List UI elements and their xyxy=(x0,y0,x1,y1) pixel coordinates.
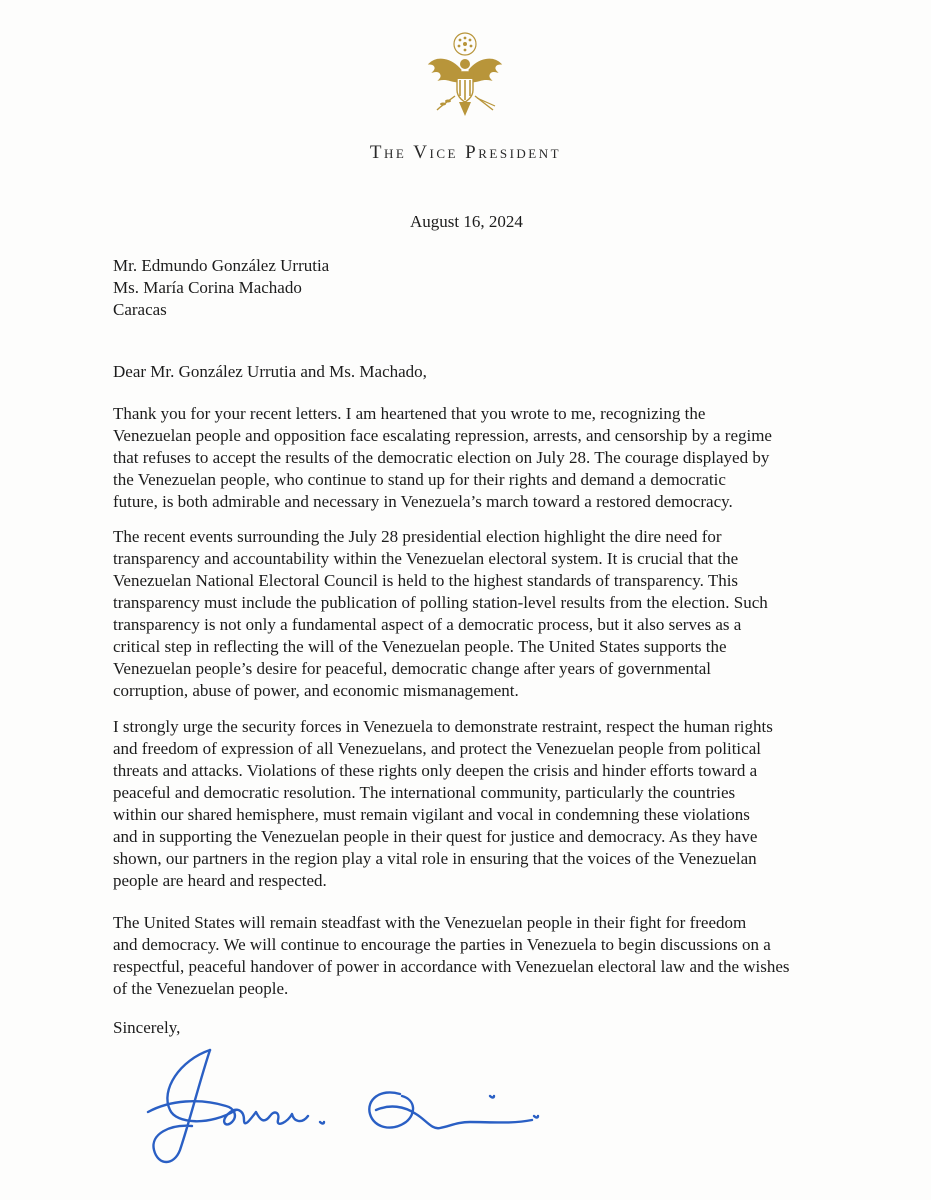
paragraph-line: shown, our partners in the region play a vital role in ensuring that the voices of the Venezuelan xyxy=(113,849,757,868)
paragraph-line: The United States will remain steadfast with the Venezuelan people in their fight for freedom xyxy=(113,913,747,932)
paragraph-line: Venezuelan people’s desire for peaceful, democratic change after years of governmental xyxy=(113,659,712,678)
paragraph-line: within our shared hemisphere, must remain vigilant and vocal in condemning these violations xyxy=(113,805,750,824)
addressee-line: Mr. Edmundo González Urrutia xyxy=(113,256,330,275)
paragraph-line: respectful, peaceful handover of power in accordance with Venezuelan electoral law and the wishes xyxy=(113,957,790,976)
salutation: Dear Mr. González Urrutia and Ms. Machado, xyxy=(113,362,427,381)
paragraph-line: future, is both admirable and necessary in Venezuela’s march toward a restored democracy. xyxy=(113,492,733,511)
handwritten-signature-icon xyxy=(140,1040,560,1175)
paragraph-line: critical step in reflecting the will of the Venezuelan people. The United States supports the xyxy=(113,637,727,656)
addressee-block xyxy=(113,255,329,321)
paragraph-line: the Venezuelan people, who continue to stand up for their rights and demand a democratic xyxy=(113,470,726,489)
letterhead-title: The Vice President xyxy=(369,142,562,163)
paragraph-line: corruption, abuse of power, and economic mismanagement. xyxy=(113,681,519,700)
paragraph-line: of the Venezuelan people. xyxy=(113,979,289,998)
paragraph-line: that refuses to accept the results of the democratic election on July 28. The courage displayed by xyxy=(113,448,770,467)
paragraph-line: transparency must include the publication of polling station-level results from the election. Such xyxy=(113,593,768,612)
addressee-line: Ms. María Corina Machado xyxy=(113,278,302,297)
paragraph-line: and in supporting the Venezuelan people in their quest for justice and democracy. As they have xyxy=(113,827,758,846)
body-paragraph xyxy=(113,526,833,702)
body-paragraph xyxy=(113,912,833,1000)
paragraph-line: people are heard and respected. xyxy=(113,871,327,890)
letter-date: August 16, 2024 xyxy=(410,212,523,231)
vice-presidential-seal-icon xyxy=(415,30,515,130)
paragraph-line: threats and attacks. Violations of these rights only deepen the crisis and hinder efforts toward a xyxy=(113,761,758,780)
paragraph-line: and freedom of expression of all Venezuelans, and protect the Venezuelan people from political xyxy=(113,739,761,758)
paragraph-line: transparency and accountability within the Venezuelan electoral system. It is crucial that the xyxy=(113,549,739,568)
paragraph-line: and democracy. We will continue to encourage the parties in Venezuela to begin discussions on a xyxy=(113,935,771,954)
paragraph-line: Venezuelan people and opposition face escalating repression, arrests, and censorship by a regime xyxy=(113,426,772,445)
body-paragraph xyxy=(113,716,833,892)
paragraph-line: Thank you for your recent letters. I am heartened that you wrote to me, recognizing the xyxy=(113,404,706,423)
paragraph-line: Venezuelan National Electoral Council is held to the highest standards of transparency. This xyxy=(113,571,739,590)
addressee-line: Caracas xyxy=(113,300,167,319)
body-paragraph xyxy=(113,403,833,513)
closing: Sincerely, xyxy=(113,1018,181,1037)
paragraph-line: I strongly urge the security forces in Venezuela to demonstrate restraint, respect the human rights xyxy=(113,717,773,736)
paragraph-line: peaceful and democratic resolution. The international community, particularly the countries xyxy=(113,783,736,802)
paragraph-line: The recent events surrounding the July 28 presidential election highlight the dire need for xyxy=(113,527,722,546)
paragraph-line: transparency is not only a fundamental aspect of a democratic process, but it also serves as a xyxy=(113,615,742,634)
